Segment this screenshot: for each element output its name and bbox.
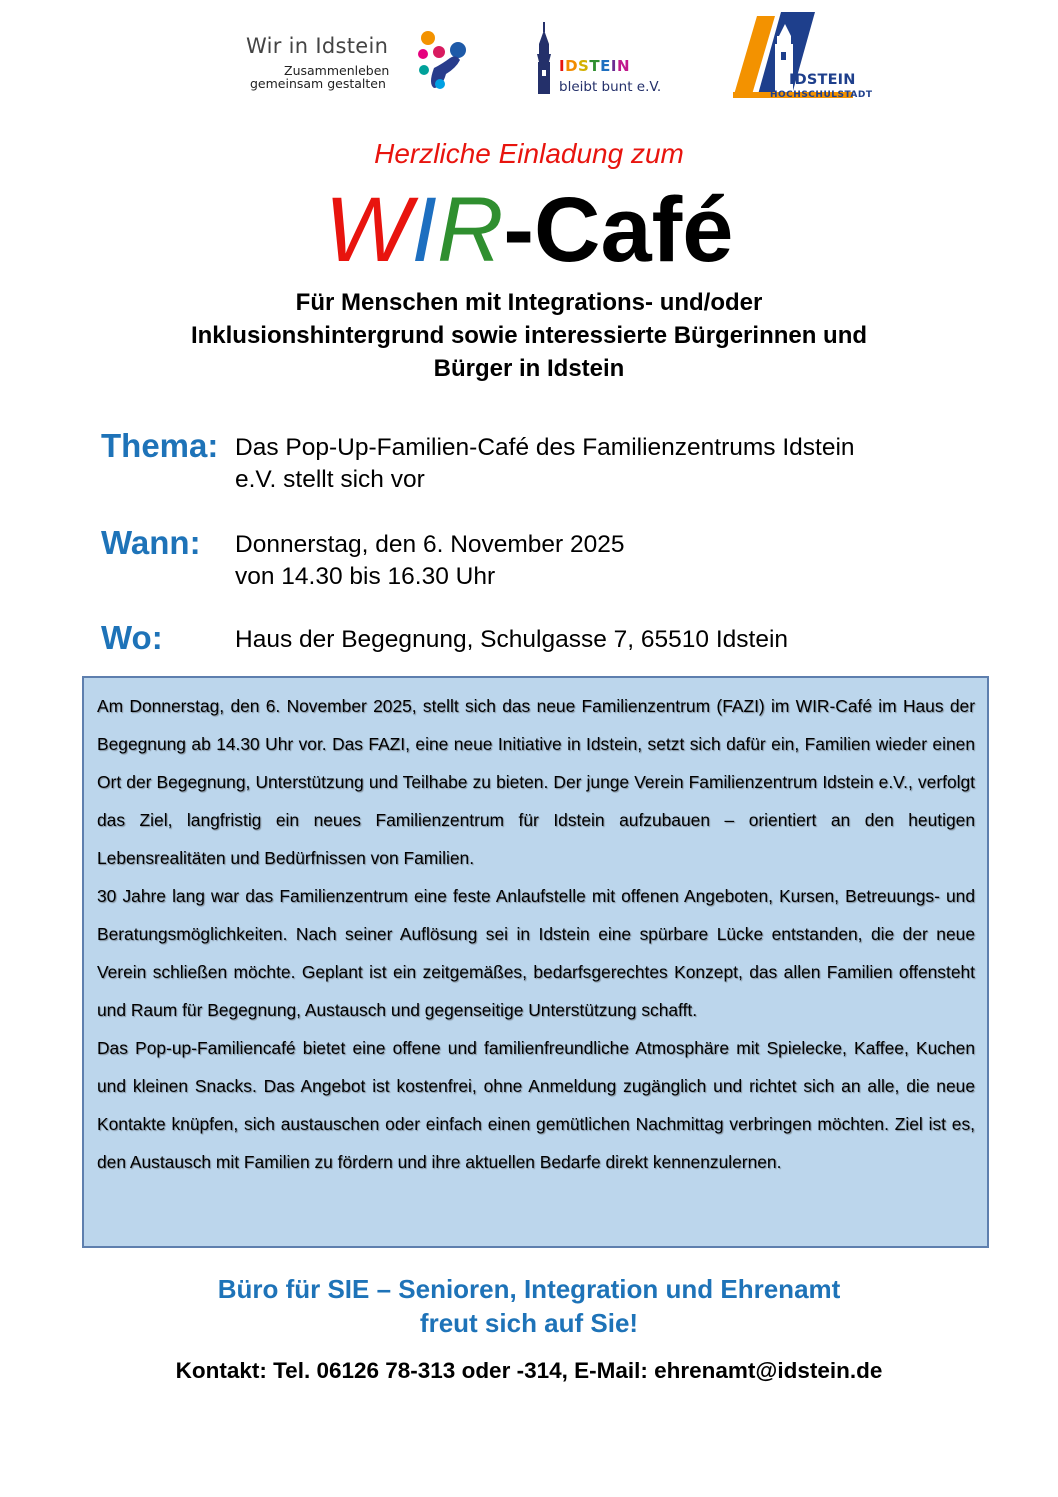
audience-statement	[60, 286, 998, 385]
wo-label: Wo:	[101, 619, 163, 656]
idstein-colored-wordmark	[559, 57, 630, 75]
logo-idstein-bleibt-bunt	[534, 22, 674, 102]
page-title	[0, 180, 1058, 280]
closing-message	[0, 1272, 1058, 1340]
description-paragraph: Das Pop-up-Familiencafé bietet eine offene und familienfreundliche Atmosphäre mit Spielecke, Kaffee, Kuchen und kleinen Snacks. Das Angebot ist kostenfrei, ohne Anmeldung zugänglich und richtet sich an alle, die neue Kontakte knüpfen, sich austauschen oder einfach einen gemütlichen Nachmittag verbringen möchten. Ziel ist es, den Austausch mit Familien zu fördern und ihre aktuellen Bedarfe direkt kennenzulernen.	[97, 1038, 975, 1172]
description-box	[82, 676, 989, 1248]
wordmark-letter: I	[559, 57, 566, 75]
wordmark-letter: S	[578, 57, 590, 75]
logo-idstein-hochschulstadt	[731, 10, 873, 102]
thema-value	[235, 432, 855, 496]
wordmark-letter: T	[589, 57, 601, 75]
logo-idstein-name: IDSTEIN	[789, 72, 856, 88]
church-tower-icon	[731, 10, 861, 102]
closing-line: freut sich auf Sie!	[419, 1308, 639, 1338]
description-paragraph: 30 Jahre lang war das Familienzentrum eine feste Anlaufstelle mit offenen Angeboten, Kursen, Betreuungs- und Beratungsmöglichkeiten. Nach seiner Auflösung sei in Idstein eine spürbare Lücke entstanden, die der neue Verein schließen möchte. Geplant ist ein zeitgemäßes, bedarfsgerechtes Konzept, das allen Familien offensteht und Raum für Begegnung, Austausch und gegenseitige Unterstützung schafft.	[97, 886, 975, 1020]
thema-label: Thema:	[101, 427, 219, 464]
title-letter-i: I	[411, 179, 437, 281]
audience-line: Bürger in Idstein	[433, 355, 625, 382]
logo-idstein-subtitle: HOCHSCHULSTADT	[770, 90, 873, 100]
title-letter-w: W	[324, 179, 412, 281]
wo-value: Haus der Begegnung, Schulgasse 7, 65510 Idstein	[235, 626, 789, 653]
title-cafe: -Café	[503, 179, 734, 281]
logo-wir-line2: gemeinsam gestalten	[250, 76, 386, 91]
wann-time: von 14.30 bis 16.30 Uhr	[235, 563, 496, 590]
wordmark-letter: I	[610, 57, 617, 75]
people-figures-icon	[416, 28, 474, 94]
title-letter-r: R	[436, 179, 504, 281]
wordmark-letter: E	[600, 57, 611, 75]
logo-wir-title: Wir in Idstein	[246, 34, 389, 58]
audience-line: Für Menschen mit Integrations- und/oder	[295, 289, 763, 316]
logo-wir-line1: Zusammenleben	[284, 63, 390, 78]
contact-info: Kontakt: Tel. 06126 78-313 oder -314, E-Mail: ehrenamt@idstein.de	[175, 1358, 883, 1383]
audience-line: Inklusionshintergrund sowie interessierte Bürgerinnen und	[190, 322, 868, 349]
wordmark-letter: N	[616, 57, 630, 75]
wordmark-letter: D	[565, 57, 579, 75]
invitation-line: Herzliche Einladung zum	[374, 138, 684, 169]
wann-label: Wann:	[101, 524, 201, 561]
thema-line: e.V. stellt sich vor	[235, 466, 425, 493]
logo-bunt-subtitle: bleibt bunt e.V.	[559, 79, 662, 95]
wann-value	[235, 529, 625, 593]
description-paragraph: Am Donnerstag, den 6. November 2025, stellt sich das neue Familienzentrum (FAZI) im WIR-Café im Haus der Begegnung ab 14.30 Uhr vor. Das FAZI, eine neue Initiative in Idstein, setzt sich dafür ein, Familien wieder einen Ort der Begegnung, Unterstützung und Teilhabe zu bieten. Der junge Verein Familienzentrum Idstein e.V., verfolgt das Ziel, langfristig ein neues Familienzentrum für Idstein aufzubauen – orientiert an den heutigen Lebensrealitäten und Bedürfnissen von Familien.	[97, 696, 975, 868]
wann-date: Donnerstag, den 6. November 2025	[235, 531, 625, 558]
closing-line: Büro für SIE – Senioren, Integration und Ehrenamt	[217, 1274, 841, 1304]
tower-icon	[534, 22, 556, 96]
thema-line: Das Pop-Up-Familien-Café des Familienzentrums Idstein	[235, 434, 855, 461]
logo-wir-in-idstein	[244, 28, 474, 94]
